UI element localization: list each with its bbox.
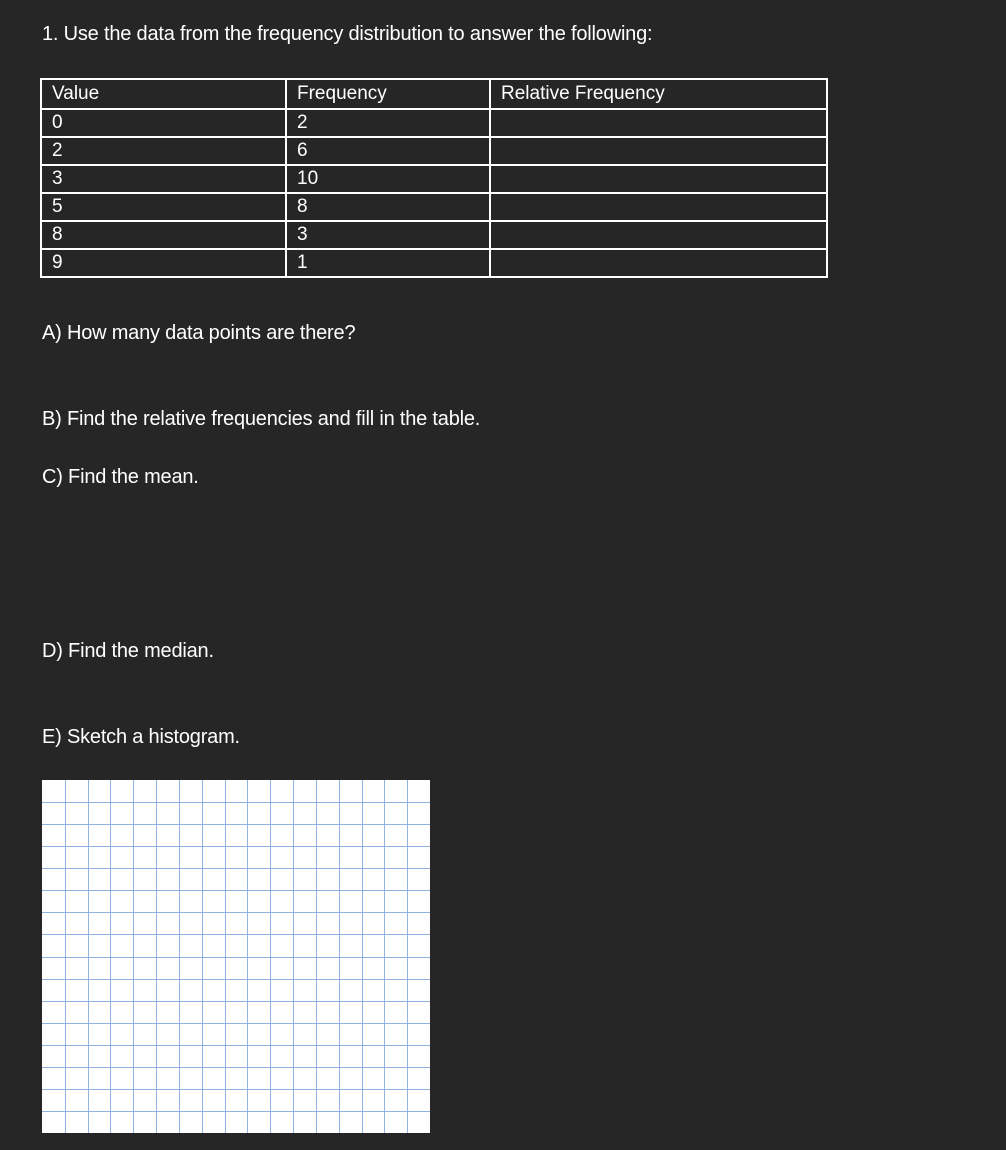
header-value: Value bbox=[41, 79, 286, 109]
cell-value: 5 bbox=[41, 193, 286, 221]
cell-frequency: 1 bbox=[286, 249, 490, 277]
table-row bbox=[41, 109, 827, 137]
cell-relative-frequency[interactable] bbox=[490, 249, 827, 277]
cell-frequency: 10 bbox=[286, 165, 490, 193]
question-e: E) Sketch a histogram. bbox=[42, 726, 240, 748]
cell-relative-frequency[interactable] bbox=[490, 109, 827, 137]
table-row bbox=[41, 221, 827, 249]
cell-relative-frequency[interactable] bbox=[490, 137, 827, 165]
cell-frequency: 2 bbox=[286, 109, 490, 137]
question-b: B) Find the relative frequencies and fill in the table. bbox=[42, 408, 481, 430]
grid-background bbox=[42, 780, 430, 1133]
table-row bbox=[41, 193, 827, 221]
table-row bbox=[41, 137, 827, 165]
cell-relative-frequency[interactable] bbox=[490, 165, 827, 193]
histogram-grid-paper[interactable] bbox=[42, 780, 430, 1133]
cell-value: 2 bbox=[41, 137, 286, 165]
cell-relative-frequency[interactable] bbox=[490, 221, 827, 249]
problem-prompt: 1. Use the data from the frequency distribution to answer the following: bbox=[42, 23, 653, 45]
table-row bbox=[41, 249, 827, 277]
cell-value: 3 bbox=[41, 165, 286, 193]
header-frequency: Frequency bbox=[286, 79, 490, 109]
frequency-table bbox=[40, 78, 828, 278]
question-c: C) Find the mean. bbox=[42, 466, 199, 488]
cell-value: 8 bbox=[41, 221, 286, 249]
table-header-row bbox=[41, 79, 827, 109]
cell-frequency: 6 bbox=[286, 137, 490, 165]
cell-frequency: 8 bbox=[286, 193, 490, 221]
question-d: D) Find the median. bbox=[42, 640, 214, 662]
cell-value: 9 bbox=[41, 249, 286, 277]
cell-frequency: 3 bbox=[286, 221, 490, 249]
cell-relative-frequency[interactable] bbox=[490, 193, 827, 221]
question-a: A) How many data points are there? bbox=[42, 322, 356, 344]
table-row bbox=[41, 165, 827, 193]
cell-value: 0 bbox=[41, 109, 286, 137]
header-relative-frequency: Relative Frequency bbox=[490, 79, 827, 109]
